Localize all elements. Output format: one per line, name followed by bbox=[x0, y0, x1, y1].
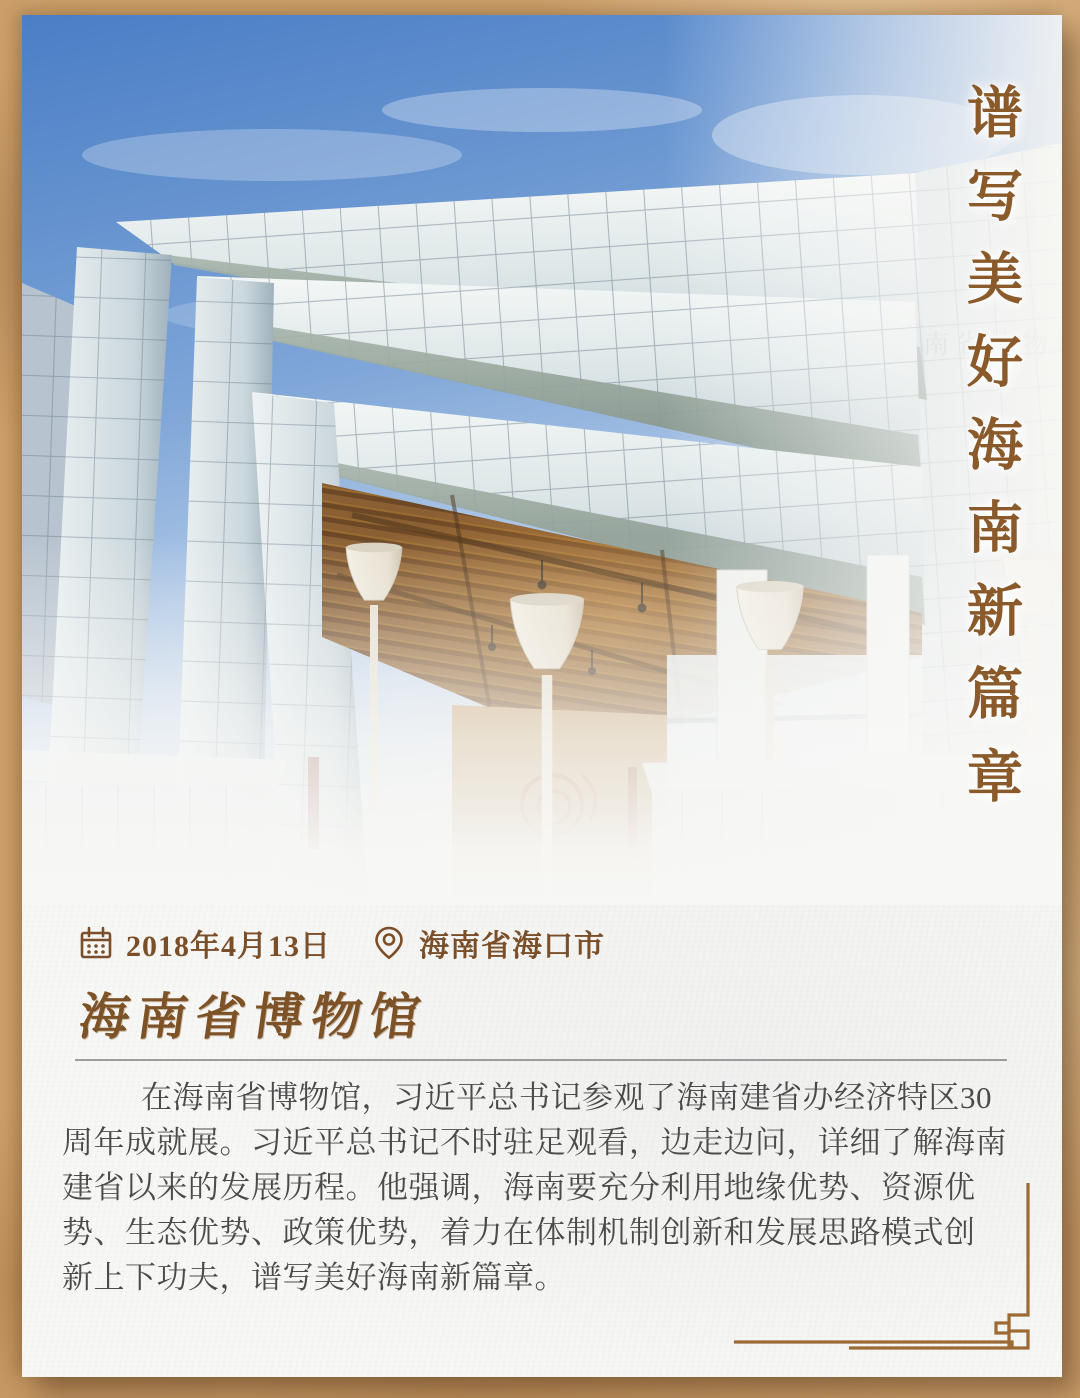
date-text: 2018年4月13日 bbox=[126, 930, 331, 963]
article-title: 海南省博物馆 bbox=[75, 989, 432, 1045]
corner-ornament bbox=[612, 1183, 1052, 1353]
vertical-headline: 谱写美好海南新篇章 bbox=[959, 83, 1021, 830]
paragraph-line: 在海南省博物馆，习近平总书记参观了海南建省办经济特区30 bbox=[141, 1080, 993, 1115]
title-divider bbox=[75, 1059, 1007, 1061]
paragraph-line: 周年成就展。习近平总书记不时驻足观看，边走边问，详细了解海南 bbox=[62, 1125, 1007, 1160]
location-text: 海南省海口市 bbox=[419, 930, 605, 963]
museum-photo bbox=[22, 15, 1062, 905]
paragraph-line: 势、生态优势、政策优势，着力在体制机制创新和发展思路模式创 bbox=[62, 1215, 976, 1250]
paragraph-line: 建省以来的发展历程。他强调，海南要充分利用地缘优势、资源优 bbox=[62, 1170, 976, 1205]
location-group bbox=[371, 921, 605, 965]
calendar-icon bbox=[78, 925, 114, 961]
poster-card bbox=[22, 15, 1062, 1377]
meta-row bbox=[78, 921, 605, 965]
paragraph-line: 新上下功夫，谱写美好海南新篇章。 bbox=[62, 1260, 566, 1295]
location-pin-icon bbox=[371, 925, 407, 961]
bottom-fade bbox=[22, 535, 1062, 905]
